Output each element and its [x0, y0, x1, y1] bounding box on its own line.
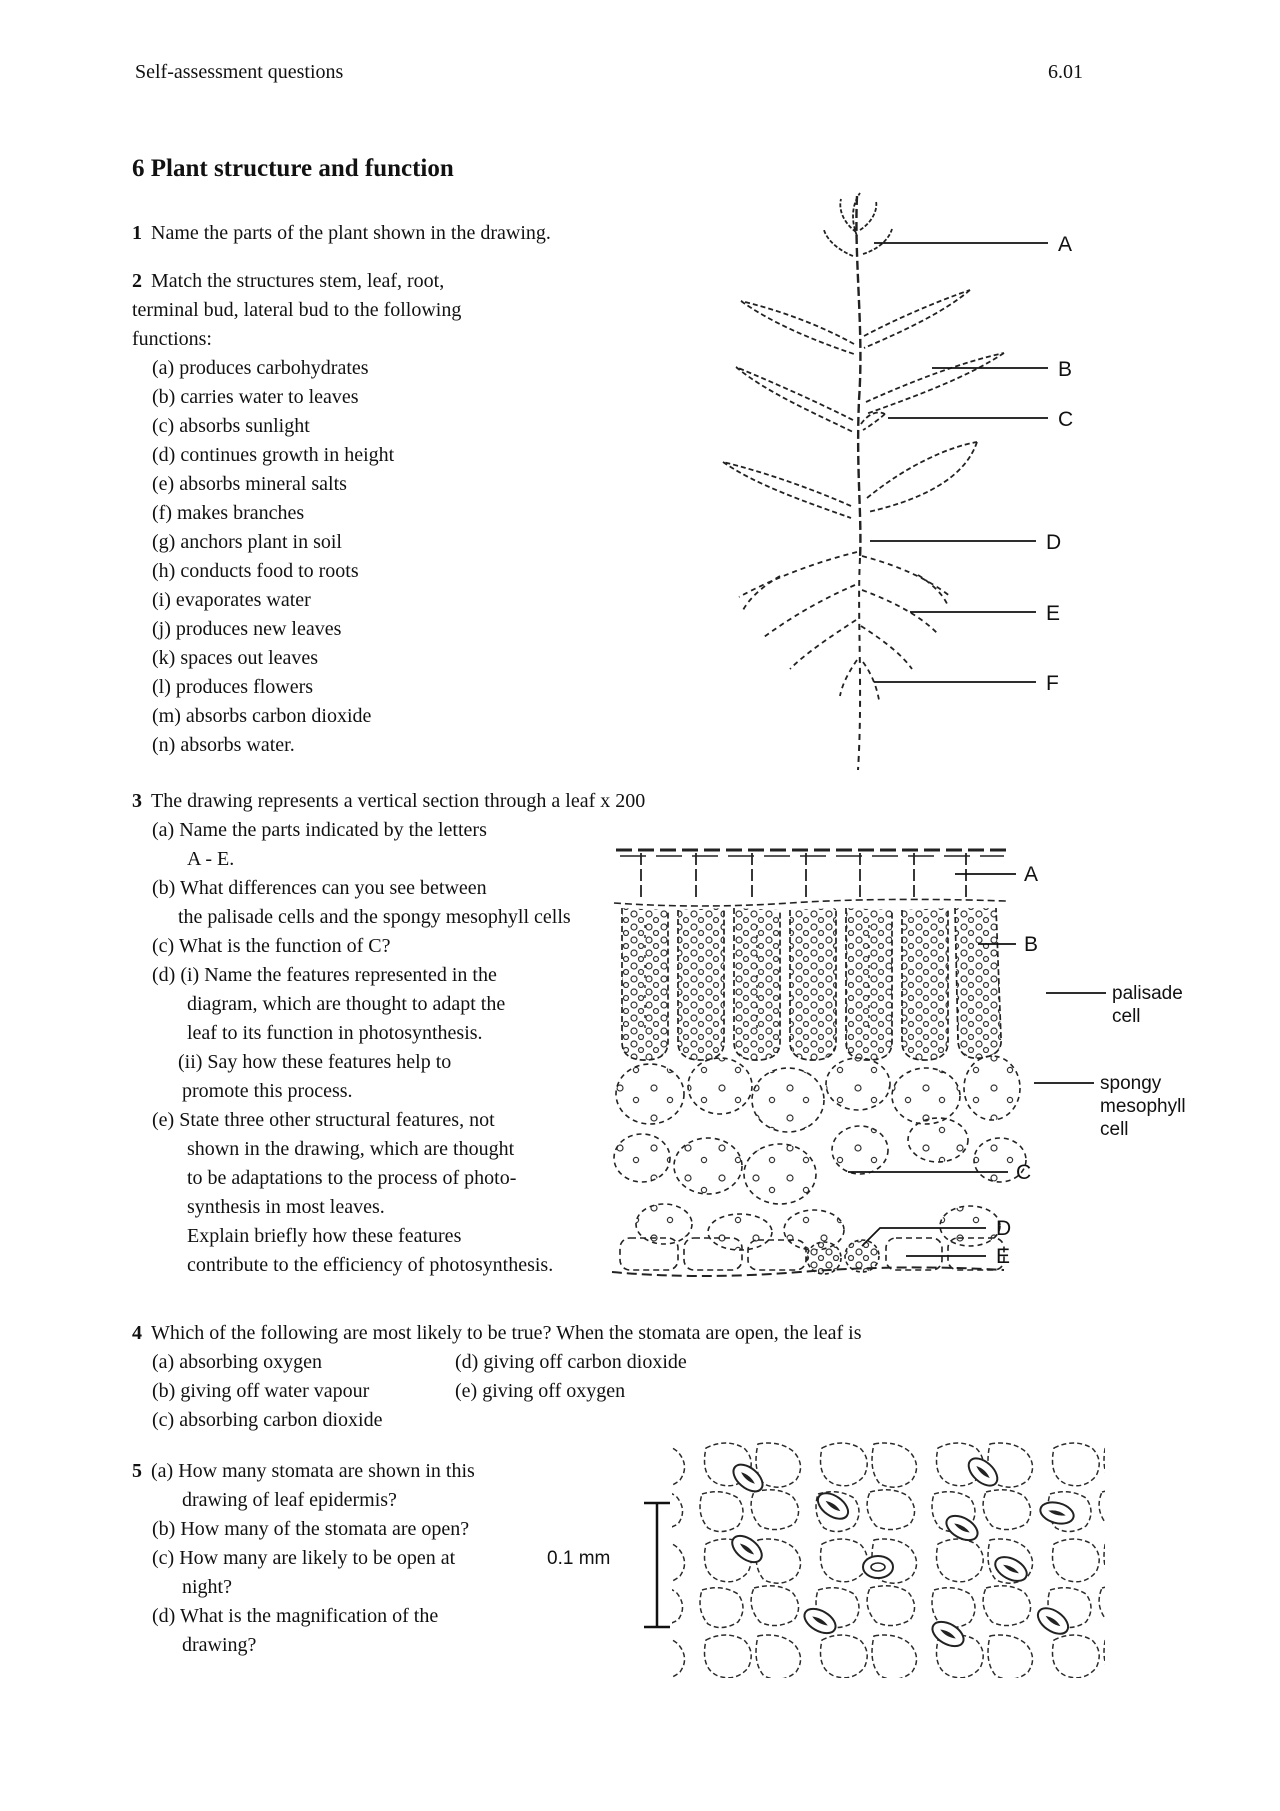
text-line: (d) What is the magnification of the — [152, 1605, 439, 1627]
question-3 — [132, 787, 645, 1280]
leaf-section-figure — [600, 835, 1200, 1285]
option-d: (d) giving off carbon dioxide — [455, 1351, 687, 1373]
plant-stem — [856, 196, 860, 558]
text-line: (c) What is the function of C? — [152, 935, 391, 957]
plant-label-e: E — [1046, 602, 1061, 625]
list-item: (a) produces carbohydrates — [152, 357, 369, 379]
question-1-text: Name the parts of the plant shown in the drawing. — [151, 222, 551, 244]
text-line: The drawing represents a vertical section through a leaf x 200 — [151, 790, 646, 812]
text-line: leaf to its function in photosynthesis. — [187, 1022, 483, 1044]
text-line: drawing? — [182, 1634, 257, 1656]
text-line: (b) What differences can you see between — [152, 877, 487, 899]
text-line: synthesis in most leaves. — [187, 1196, 385, 1218]
spongy-cell-label-line3: cell — [1100, 1119, 1129, 1140]
question-4 — [132, 1319, 1142, 1435]
question-4-number: 4 — [132, 1322, 142, 1344]
scale-label: 0.1 mm — [547, 1548, 611, 1569]
text-line: night? — [182, 1576, 232, 1598]
text-line: A - E. — [187, 848, 235, 870]
list-item: (c) absorbs sunlight — [152, 415, 310, 437]
spongy-mesophyll-layer — [614, 1056, 1026, 1250]
text-line: (d) (i) Name the features represented in the — [152, 964, 497, 986]
question-5 — [132, 1457, 475, 1660]
spongy-cell-label-line1: spongy — [1100, 1073, 1162, 1094]
palisade-layer — [622, 908, 1001, 1060]
question-1 — [132, 219, 551, 248]
text-line: (ii) Say how these features help to — [178, 1051, 452, 1073]
question-2-number: 2 — [132, 270, 142, 292]
text-line: (b) How many of the stomata are open? — [152, 1518, 470, 1540]
leaf-label-a: A — [1024, 863, 1039, 886]
text-line: shown in the drawing, which are thought — [187, 1138, 515, 1160]
text-line: (c) How many are likely to be open at — [152, 1547, 456, 1569]
question-3-number: 3 — [132, 790, 142, 812]
list-item: (d) continues growth in height — [152, 444, 395, 466]
text-line: Match the structures stem, leaf, root, — [151, 270, 445, 292]
text-line: the palisade cells and the spongy mesophyll cells — [178, 906, 571, 928]
question-5-number: 5 — [132, 1460, 142, 1482]
plant-label-b: B — [1058, 358, 1073, 381]
scale-bar — [644, 1503, 670, 1627]
plant-label-d: D — [1046, 531, 1062, 554]
plant-figure — [630, 180, 1100, 790]
plant-label-f: F — [1046, 672, 1059, 695]
list-item: (j) produces new leaves — [152, 618, 342, 640]
option-b: (b) giving off water vapour — [152, 1380, 370, 1402]
text-line: (e) State three other structural features, not — [152, 1109, 495, 1131]
list-item: (g) anchors plant in soil — [152, 531, 342, 553]
plant-terminal-bud — [824, 193, 892, 256]
text-line: contribute to the efficiency of photosynthesis. — [187, 1254, 554, 1276]
plant-leader-lines — [870, 243, 1048, 682]
text-line: promote this process. — [182, 1080, 353, 1102]
list-item: (m) absorbs carbon dioxide — [152, 705, 372, 727]
option-c: (c) absorbing carbon dioxide — [152, 1409, 383, 1431]
page-title: 6 Plant structure and function — [132, 155, 454, 182]
spongy-cell-label-line2: mesophyll — [1100, 1096, 1186, 1117]
option-a: (a) absorbing oxygen — [152, 1351, 322, 1373]
palisade-cell-label-line2: cell — [1112, 1006, 1141, 1027]
list-item: (b) carries water to leaves — [152, 386, 359, 408]
text-line: (a) How many stomata are shown in this — [151, 1460, 475, 1482]
plant-main-root — [858, 558, 860, 770]
list-item: (n) absorbs water. — [152, 734, 295, 756]
option-e: (e) giving off oxygen — [455, 1380, 626, 1402]
plant-leaves — [723, 290, 1004, 518]
text-line: terminal bud, lateral bud to the following — [132, 299, 462, 321]
leaf-label-e: E — [996, 1245, 1011, 1268]
palisade-cell-label-line1: palisade — [1112, 983, 1183, 1004]
plant-label-c: C — [1058, 408, 1074, 431]
text-line: diagram, which are thought to adapt the — [187, 993, 506, 1015]
plant-roots — [739, 552, 951, 700]
list-item: (i) evaporates water — [152, 589, 311, 611]
question-1-number: 1 — [132, 222, 142, 244]
list-item: (k) spaces out leaves — [152, 647, 319, 669]
text-line: functions: — [132, 328, 212, 350]
text-line: to be adaptations to the process of photo- — [187, 1167, 517, 1189]
leaf-label-c: C — [1016, 1161, 1032, 1184]
page-number: 6.01 — [1048, 61, 1083, 83]
text-line: drawing of leaf epidermis? — [182, 1489, 397, 1511]
text-line: Explain briefly how these features — [187, 1225, 462, 1247]
upper-epidermis — [614, 850, 1008, 906]
epidermis-figure — [590, 1425, 1110, 1695]
leaf-label-d: D — [996, 1217, 1012, 1240]
leaf-label-b: B — [1024, 933, 1039, 956]
list-item: (l) produces flowers — [152, 676, 314, 698]
list-item: (e) absorbs mineral salts — [152, 473, 347, 495]
list-item: (h) conducts food to roots — [152, 560, 359, 582]
text-line: (a) Name the parts indicated by the letters — [152, 819, 487, 841]
text-line: Which of the following are most likely to be true? When the stomata are open, the leaf is — [151, 1322, 862, 1344]
plant-label-a: A — [1058, 233, 1073, 256]
list-item: (f) makes branches — [152, 502, 305, 524]
header-left: Self-assessment questions — [135, 61, 344, 83]
question-2 — [132, 267, 461, 760]
